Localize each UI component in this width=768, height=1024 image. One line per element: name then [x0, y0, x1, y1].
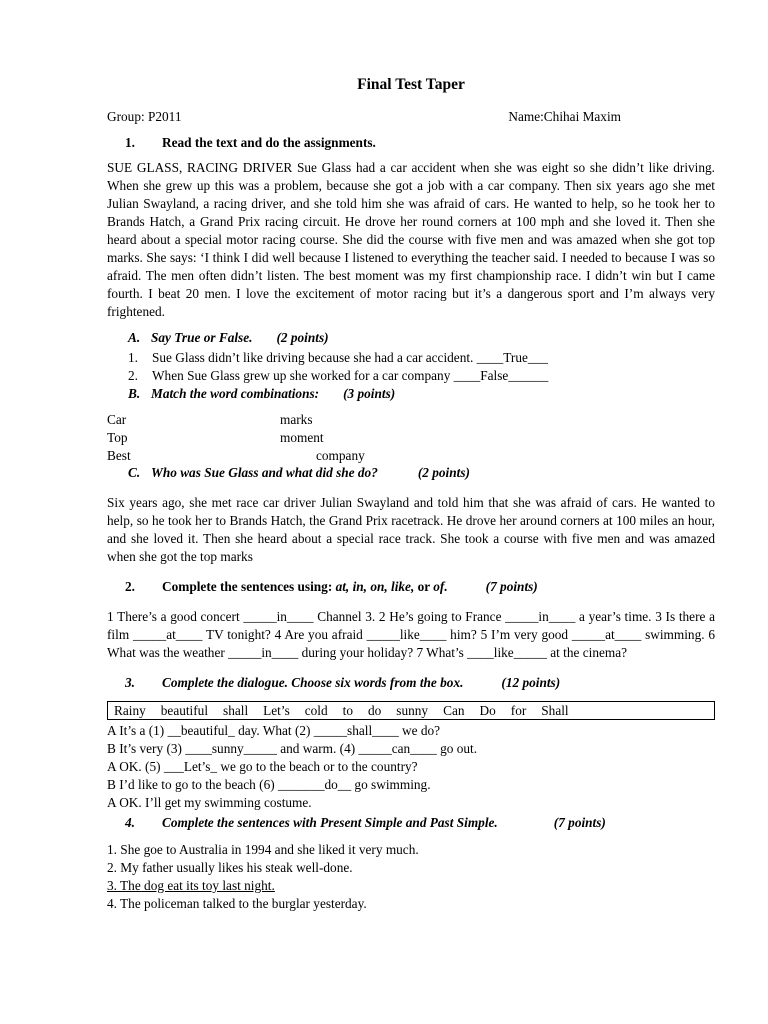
- dialogue: [107, 722, 715, 812]
- task2-points: (7 points): [485, 579, 538, 594]
- box-word: Rainy: [114, 703, 146, 718]
- list-item: [107, 367, 715, 385]
- item-number: 2.: [128, 368, 138, 383]
- task3-number: 3.: [125, 675, 135, 690]
- box-word: sunny: [396, 703, 429, 718]
- box-word: Let’s: [263, 703, 290, 718]
- task4-heading: [107, 814, 715, 832]
- item-number: 1.: [128, 350, 138, 365]
- task4-number: 4.: [125, 815, 135, 830]
- match-left-word: Best: [107, 448, 131, 463]
- partB-title: Match the word combinations:: [151, 386, 320, 401]
- task2-text: 1 There’s a good concert _____in____ Channel 3. 2 He’s going to France _____in____ a year’s time. 3 Is there a film _____at____ TV tonight? 4 Are you afraid _____like____ him? 5 I’m very good _____at____ swimming. 6 What was the weather _____in____ during your holiday? 7 What’s ____like_____ at the cinema?: [107, 609, 715, 660]
- partB-points: (3 points): [343, 386, 396, 401]
- dialogue-line: A It’s a (1) __beautiful_ day. What (2) _____shall____ we do?: [107, 723, 441, 738]
- list-item: [107, 349, 715, 367]
- task2-title-of: of.: [433, 579, 448, 594]
- student-name: Name:Chihai Maxim: [508, 109, 621, 124]
- task2-title-text: Complete the sentences using:: [162, 579, 336, 594]
- match-right-word: moment: [280, 430, 324, 445]
- box-word: beautiful: [160, 703, 209, 718]
- dialogue-line: B I’d like to go to the beach (6) _______do__ go swimming.: [107, 777, 431, 792]
- dialogue-line: B It’s very (3) ____sunny_____ and warm. (4) _____can____ go out.: [107, 741, 478, 756]
- partB-heading: [107, 385, 715, 403]
- task3-points: (12 points): [501, 675, 561, 690]
- task2-heading: [107, 578, 715, 596]
- partA-letter: A.: [128, 330, 141, 345]
- task4-list: [107, 841, 715, 913]
- dialogue-line: A OK. (5) ___Let’s_ we go to the beach or to the country?: [107, 759, 418, 774]
- dialogue-line: A OK. I’ll get my swimming costume.: [107, 795, 312, 810]
- task2-title-or: or: [414, 579, 434, 594]
- partC-title: Who was Sue Glass and what did she do?: [151, 465, 378, 480]
- box-word: Shall: [541, 703, 569, 718]
- document-title: Final Test Taper: [357, 76, 465, 93]
- task4-points: (7 points): [553, 815, 606, 830]
- partA-points: (2 points): [276, 330, 329, 345]
- group-label: Group: P2011: [107, 109, 182, 124]
- match-right-word: marks: [280, 412, 313, 427]
- match-left-word: Top: [107, 430, 128, 445]
- partC-points: (2 points): [417, 465, 470, 480]
- box-word: Can: [443, 703, 465, 718]
- partB-letter: B.: [128, 386, 141, 401]
- word-match-table: [107, 411, 715, 465]
- header-row: [107, 108, 715, 126]
- partA-heading: [107, 329, 715, 347]
- list-item: 1. She goe to Australia in 1994 and she liked it very much.: [107, 842, 419, 857]
- word-box: [107, 701, 715, 720]
- box-word: to: [342, 703, 353, 718]
- item-text: Sue Glass didn’t like driving because she had a car accident. ____True___: [152, 350, 548, 365]
- box-word: cold: [304, 703, 328, 718]
- match-left-word: Car: [107, 412, 127, 427]
- partA-title: Say True or False.: [151, 330, 253, 345]
- task1-heading: [107, 134, 715, 152]
- task4-title: Complete the sentences with Present Simple and Past Simple.: [162, 815, 498, 830]
- box-word: for: [510, 703, 527, 718]
- task2-title-words: at, in, on, like,: [335, 579, 415, 594]
- box-word: shall: [223, 703, 249, 718]
- task1-title: Read the text and do the assignments.: [162, 135, 376, 150]
- partC-heading: [107, 464, 715, 482]
- task3-heading: [107, 674, 715, 692]
- true-false-list: [107, 349, 715, 385]
- test-document: [107, 70, 715, 913]
- partC-letter: C.: [128, 465, 141, 480]
- task3-title: Complete the dialogue. Choose six words from the box.: [162, 675, 464, 690]
- list-item: 2. My father usually likes his steak well-done.: [107, 860, 353, 875]
- task2-number: 2.: [125, 579, 135, 594]
- partC-answer: Six years ago, she met race car driver Julian Swayland and told him that she was afraid of cars. He wanted to help, so he took her to Brands Hatch, the Grand Prix racetrack. He drove her around corners at 100 miles an hour, and she loved it. Then she heard about a special race track. She took a course with five men and was amazed when she got the top marks: [107, 495, 715, 564]
- reading-text: SUE GLASS, RACING DRIVER Sue Glass had a car accident when she was eight so she didn’t like driving. When she grew up this was a problem, because she got a job with a car company. Then six years ago she met Julian Swayland, a racing driver, and she told him she was afraid of cars. He wanted to help, so he took her to Brands Hatch, a Grand Prix racing circuit. He drove her round corners at 100 mph and she loved it. Then she heard about a special motor racing course. She did the course with five men and was amazed when she got top marks. She says: ‘I think I did well because I listened to everything the teacher said. I needed to because I was so afraid. The men often didn’t listen. The best moment was my first championship race. I didn’t win but I came fourth. I beat 20 men. I love the excitement of motor racing but it’s a dangerous sport and I’m always very frightened.: [107, 160, 715, 319]
- list-item: 3. The dog eat its toy last night.: [107, 878, 275, 893]
- box-word: do: [368, 703, 382, 718]
- item-text: When Sue Glass grew up she worked for a car company ____False______: [152, 368, 549, 383]
- box-word: Do: [479, 703, 496, 718]
- task1-number: 1.: [125, 135, 135, 150]
- match-right-word: company: [316, 448, 365, 463]
- task2-title: [162, 578, 448, 596]
- list-item: 4. The policeman talked to the burglar yesterday.: [107, 896, 367, 911]
